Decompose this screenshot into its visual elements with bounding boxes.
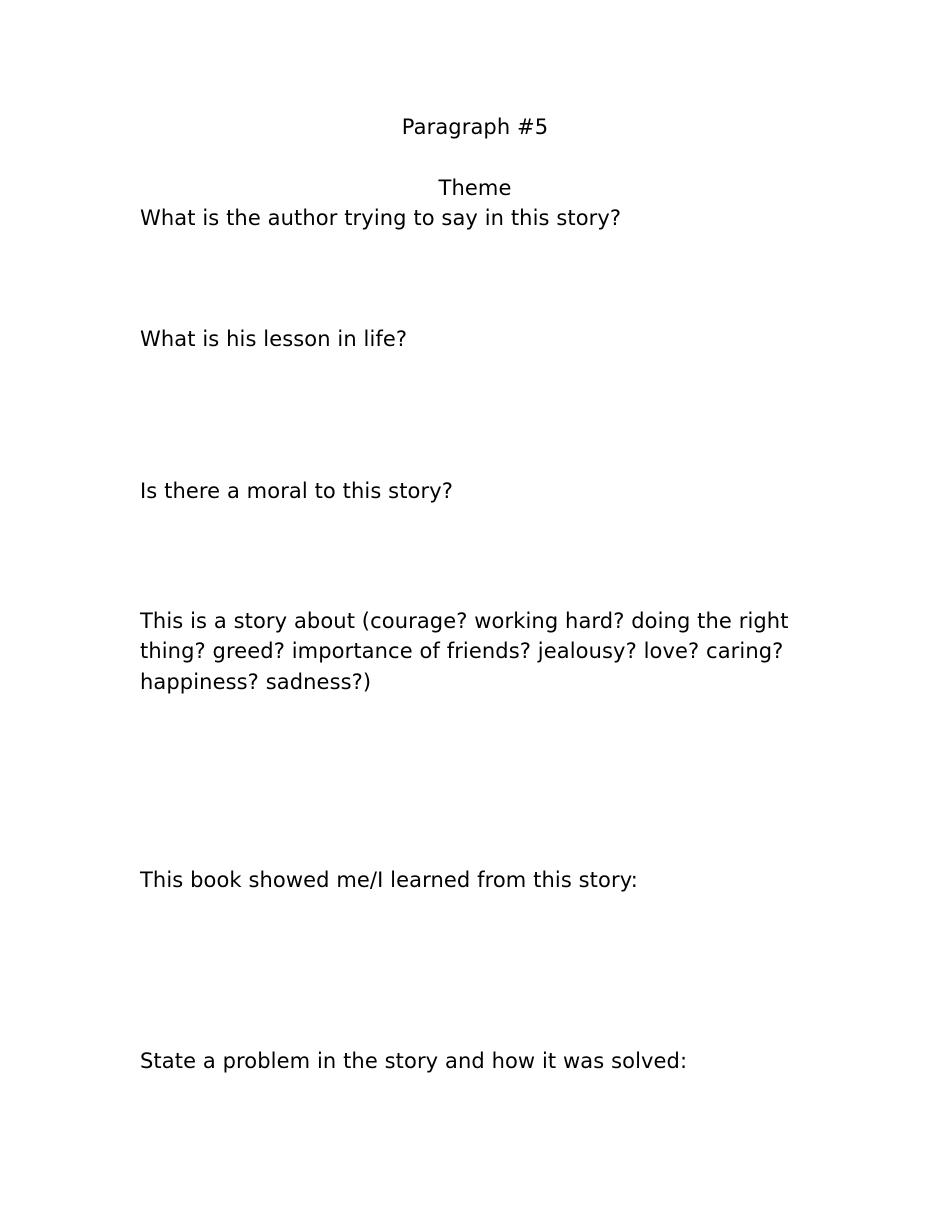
- question-life-lesson: What is his lesson in life?: [140, 327, 408, 351]
- prompt-story-about-line-3: happiness? sadness?): [140, 670, 372, 694]
- prompt-problem-solution: State a problem in the story and how it was solved:: [140, 1049, 688, 1073]
- page-title: Paragraph #5: [401, 115, 549, 139]
- prompt-story-about-line-2: thing? greed? importance of friends? jealousy? love? caring?: [140, 639, 784, 663]
- section-subtitle: Theme: [438, 176, 512, 200]
- question-author-message: What is the author trying to say in this story?: [140, 206, 622, 230]
- question-moral: Is there a moral to this story?: [140, 479, 453, 503]
- prompt-learned: This book showed me/I learned from this story:: [140, 868, 638, 892]
- prompt-story-about-line-1: This is a story about (courage? working hard? doing the right: [140, 609, 789, 633]
